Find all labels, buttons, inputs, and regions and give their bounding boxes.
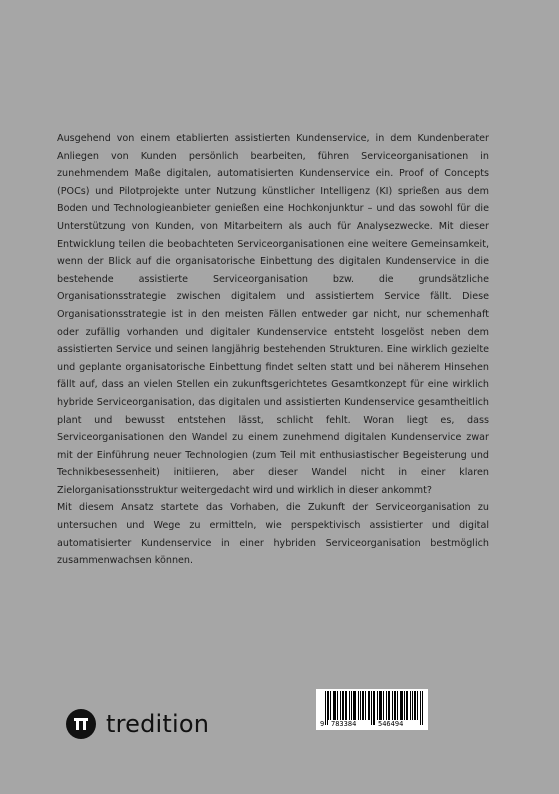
barcode-bar [349,691,350,720]
barcode-bar [354,691,355,720]
barcode-bar [325,691,326,725]
barcode-bar [407,691,408,720]
barcode-bar [402,691,403,720]
barcode-bar [355,691,356,720]
barcode-digit-first: 9 [320,720,325,728]
barcode-bar [386,691,387,720]
publisher-name: tredition [106,710,210,738]
isbn-barcode [316,689,428,730]
barcode-bar [360,691,361,720]
barcode-bar [379,691,380,720]
blurb-paragraph-2: Mit diesem Ansatz startete das Vorhaben, die Zukunft der Serviceorganisation zu untersuchen und Wege zu ermitteln, wie perspektivisch assistierter und digital automatisierter Kundenservice in einer hybriden Serviceorganisation bestmöglich zusammenwachsen können. [57,502,489,567]
barcode-bar [365,691,366,720]
barcode-bar [363,691,364,720]
barcode-bar [345,691,346,720]
barcode-bar [346,691,347,720]
barcode-bar [342,691,343,720]
barcode-bar [410,691,411,720]
barcode-bar [389,691,390,720]
barcode-bar [406,691,407,720]
barcode-bar [380,691,381,720]
barcode-bar [333,691,334,720]
tredition-logo-icon [66,709,96,739]
barcode-bar [422,691,423,725]
barcode-bar [327,691,328,725]
barcode-bar [381,691,382,720]
barcode-bar [412,691,413,720]
barcode-bar [330,691,331,720]
barcode-bar [371,691,372,725]
publisher-logo [66,707,209,741]
barcode-bar [373,691,374,725]
barcode-bar [404,691,405,720]
barcode-bar [415,691,416,720]
back-cover-blurb [57,130,489,570]
barcode-bar [420,691,421,725]
barcode-digits-right: 546494 [378,720,404,728]
barcode-bar [400,691,401,720]
barcode-bar [414,691,415,720]
barcode-bar [334,691,335,720]
barcode-bar [383,691,384,720]
barcode-bar [351,691,352,720]
barcode-bar [388,691,389,720]
barcode-bar [374,691,375,725]
barcode-bar [401,691,402,720]
barcode-bar [362,691,363,720]
barcode-digits-left: 783384 [331,720,357,728]
barcode-bar [417,691,418,720]
barcode-bar [368,691,369,720]
barcode-bar [394,691,395,720]
barcode-bar [392,691,393,720]
barcode-bar [335,691,336,720]
barcode-bar [337,691,338,720]
barcode-bar [358,691,359,720]
barcode-bar [328,691,329,720]
barcode-bar [340,691,341,720]
barcode-bar [343,691,344,720]
barcode-bar [353,691,354,720]
blurb-paragraph-1: Ausgehend von einem etablierten assistierten Kundenservice, in dem Kundenberater Anliegen von Kunden persönlich bearbeiten, führen Serviceorganisationen in zunehmendem Maße digitalen, automatisierten Kundenservice ein. Proof of Concepts (POCs) und Pilotprojekte unter Nutzung künstlicher Intelligenz (KI) sprießen aus dem Boden und Technologieanbieter genießen eine Hochkonjunktur – und das sowohl für die Unterstützung von Kunden, von Mitarbeitern als auch für Analysezwecke. Mit dieser Entwicklung teilen die beobachteten Serviceorganisationen eine weitere Gemeinsamkeit, wenn der Blick auf die organisatorische Einbettung des digitalen Kundenservice in die bestehende assistierte Serviceorganisation bzw. die grundsätzliche Organisationsstrategie zwischen digitalem und assistiertem Service fällt. Diese Organisationsstrategie ist in den meisten Fällen entweder gar nicht, nur schemenhaft oder zufällig vorhanden und digitaler Kundenservice entsteht losgelöst neben dem assistierten Service und seinen langjährig bestehenden Strukturen. Eine wirklich gezielte und geplante organisatorische Einbettung findet selten statt und bei näherem Hinsehen fällt auf, dass an vielen Stellen ein zukunftsgerichtetes Gesamtkonzept für eine wirklich hybride Serviceorganisation, das digitalen und assistierten Kundenservice gesamtheitlich plant und bewusst entstehen lässt, schlicht fehlt. Woran liegt es, dass Serviceorganisationen den Wandel zu einem zunehmend digitalen Kundenservice zwar mit der Einführung neuer Technologien (zum Teil mit enthusiastischer Begeisterung und Technikbesessenheit) initiieren, aber dieser Wandel nicht in einer klaren Zielorganisationsstruktur weitergedacht wird und wirklich in dieser ankommt? [57,133,489,496]
barcode-bar [397,691,398,720]
barcode-bar [395,691,396,720]
barcode-bar [369,691,370,720]
barcode-bar [377,691,378,720]
